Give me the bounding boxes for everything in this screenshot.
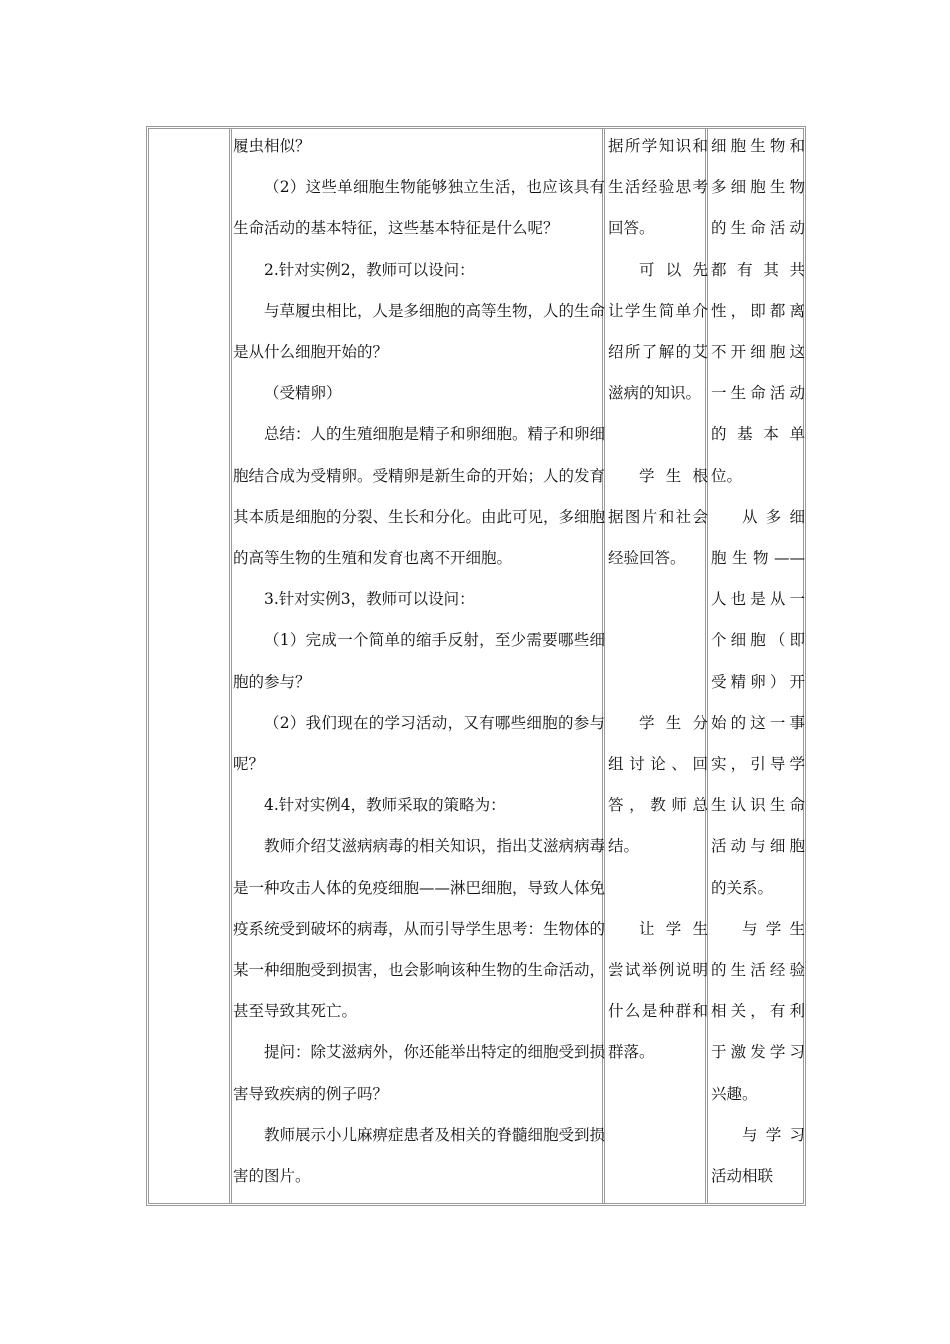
intent-line: 受精卵）开 bbox=[711, 672, 805, 691]
teacher-paragraph: 与草履虫相比，人是多细胞的高等生物，人的生命是从什么细胞开始的？ bbox=[233, 301, 606, 362]
intent-line: 都有其共 bbox=[711, 260, 805, 279]
teacher-paragraph: （1）完成一个简单的缩手反射，至少需要哪些细胞的参与？ bbox=[233, 631, 605, 691]
teacher-paragraph: 2.针对实例2，教师可以设问： bbox=[264, 260, 475, 279]
intent-line: 一生命活动 bbox=[711, 384, 805, 403]
student-line: 学生分 bbox=[639, 713, 708, 732]
intent-line: 的生活经验 bbox=[711, 961, 805, 980]
student-line: 尝试举例说明 bbox=[608, 960, 708, 979]
student-line: 结。 bbox=[608, 837, 640, 856]
student-line: 学生根 bbox=[639, 466, 708, 485]
intent-line: 细胞生物和 bbox=[711, 137, 805, 155]
lesson-table bbox=[146, 126, 806, 1206]
intent-line: 多细胞生物 bbox=[711, 178, 805, 197]
spacer bbox=[608, 620, 708, 661]
student-line: 回答。 bbox=[608, 219, 655, 238]
student-line: 让学生简单介 bbox=[608, 301, 708, 320]
student-activity-column bbox=[608, 126, 708, 1074]
intent-line: 相关，有利 bbox=[711, 1002, 805, 1021]
intent-line: 的基本单 bbox=[711, 425, 805, 444]
intent-line: 的关系。 bbox=[711, 878, 774, 897]
intent-line: 不开细胞这 bbox=[711, 343, 805, 362]
intent-line: 实，引导学 bbox=[711, 755, 805, 774]
student-line: 据图片和社会 bbox=[608, 507, 708, 526]
student-line: 滋病的知识。 bbox=[608, 384, 702, 403]
teacher-activity-column bbox=[233, 126, 605, 1197]
student-line: 答，教师总 bbox=[608, 796, 708, 815]
student-line: 生活经验思考 bbox=[608, 178, 708, 197]
intent-line: 活动相联 bbox=[711, 1167, 774, 1186]
teacher-paragraph: 提问：除艾滋病外，你还能举出特定的细胞受到损害导致疾病的例子吗？ bbox=[233, 1043, 606, 1103]
teacher-paragraph: （2）这些单细胞生物能够独立生活，也应该具有生命活动的基本特征，这些基本特征是什么呢？ bbox=[233, 178, 605, 238]
teacher-paragraph: 4.针对实例4，教师采取的策略为： bbox=[264, 796, 506, 815]
intent-line: 兴趣。 bbox=[711, 1084, 758, 1103]
intent-line: 始的这一事 bbox=[711, 713, 805, 732]
teacher-paragraph: （2）我们现在的学习活动，又有哪些细胞的参与呢？ bbox=[233, 713, 605, 774]
teacher-paragraph: （受精卵） bbox=[264, 384, 342, 403]
intent-line: 与学习 bbox=[742, 1125, 805, 1144]
intent-line: 于激发学习 bbox=[711, 1043, 805, 1062]
student-line: 让学生 bbox=[639, 919, 708, 938]
intent-line: 位。 bbox=[711, 466, 743, 485]
intent-line: 性，即都离 bbox=[711, 301, 805, 320]
intent-line: 个细胞（即 bbox=[711, 631, 805, 650]
teacher-paragraph: 总结：人的生殖细胞是精子和卵细胞。精子和卵细胞结合成为受精卵。受精卵是新生命的开始；人的发育其本质是细胞的分裂、生长和分化。由此可见，多细胞的高等生物的生殖和发育也离不开细胞。 bbox=[233, 425, 606, 568]
design-intent-column bbox=[711, 126, 805, 1197]
student-line: 组讨论、回 bbox=[608, 754, 708, 773]
teacher-paragraph: 教师介绍艾滋病病毒的相关知识，指出艾滋病病毒是一种攻击人体的免疫细胞——淋巴细胞，导致人体免疫系统受到破坏的病毒，从而引导学生思考：生物体的某一种细胞受到损害，也会影响该种生物的生命活动，甚至导致其死亡。 bbox=[233, 837, 606, 1021]
intent-line: 活动与细胞 bbox=[711, 837, 805, 856]
column-divider bbox=[229, 129, 232, 1203]
spacer bbox=[608, 662, 708, 703]
student-line: 绍所了解的艾 bbox=[608, 343, 708, 362]
student-line: 群落。 bbox=[608, 1043, 655, 1062]
teacher-paragraph: 教师展示小儿麻痹症患者及相关的脊髓细胞受到损害的图片。 bbox=[233, 1125, 606, 1186]
student-line: 经验回答。 bbox=[608, 549, 686, 568]
student-line: 什么是种群和 bbox=[608, 1002, 708, 1021]
intent-line: 胞生物—— bbox=[711, 549, 805, 568]
intent-line: 生认识生命 bbox=[711, 796, 805, 815]
intent-line: 人也是从一 bbox=[711, 590, 805, 609]
intent-line: 从多细 bbox=[742, 507, 805, 526]
spacer bbox=[608, 868, 708, 909]
teacher-paragraph: 履虫相似？ bbox=[233, 137, 311, 155]
student-line: 可以先 bbox=[639, 260, 708, 279]
student-line: 据所学知识和 bbox=[608, 137, 708, 155]
spacer bbox=[608, 579, 708, 620]
intent-line: 的生命活动 bbox=[711, 219, 805, 238]
teacher-paragraph: 3.针对实例3，教师可以设问： bbox=[264, 590, 475, 609]
intent-line: 与学生 bbox=[742, 919, 805, 938]
spacer bbox=[608, 414, 708, 455]
